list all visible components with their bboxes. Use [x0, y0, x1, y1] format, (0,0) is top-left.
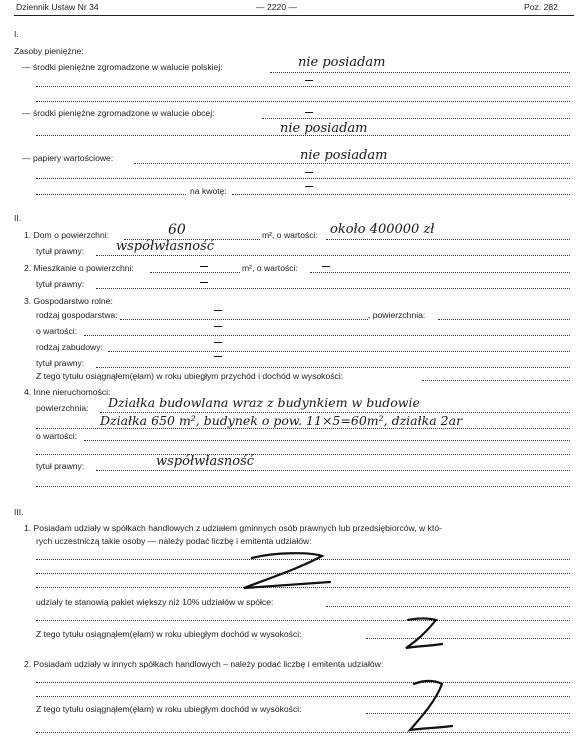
shares-question-1-line-1: 1. Posiadam udziały w spółkach handlowych z udziałem gminnych osób prawnych lub przedsiębiorców, w któ- [24, 523, 442, 533]
farm-building-line [108, 351, 570, 352]
section-1-heading: Zasoby pieniężne: [14, 46, 84, 56]
other-area-value-2: Działka 650 m², budynek o pow. 11×5=60m², działka 2ar [100, 413, 463, 428]
other-area-line-2 [36, 428, 570, 429]
dash-mark [214, 326, 222, 327]
dash-mark [322, 266, 330, 267]
other-title-line [96, 470, 570, 471]
dash-mark [214, 342, 222, 343]
flat-label: 2. Mieszkanie o powierzchni: [24, 263, 134, 273]
handwritten-z-mark [400, 674, 460, 738]
other-title-label: tytuł prawny: [36, 461, 85, 471]
page-number: — 2220 — [256, 2, 298, 12]
cash-foreign-line [262, 118, 570, 119]
position-number: Poz. 282 [524, 2, 558, 12]
cash-foreign-label: — środki pieniężne zgromadzone w walucie obcej: [22, 108, 215, 118]
other-value-line [84, 440, 570, 441]
farm-income-label: Z tego tytułu osiągnąłem(ęłam) w roku ubiegłym przychód i dochód w wysokości: [36, 371, 344, 381]
stake-label: udziały te stanowią pakiet większy niż 10% udziałów w spółce: [36, 597, 274, 607]
house-label: 1. Dom o powierzchni: [24, 230, 110, 240]
farm-value-label: o wartości: [36, 326, 78, 336]
shares-question-1-line-2: rych uczestniczą takie osoby — należy podać liczbę i emitenta udziałów: [36, 536, 312, 546]
cash-pln-value: nie posiadam [298, 55, 386, 70]
farm-title-label: tytuł prawny: [36, 358, 85, 368]
handwritten-z-mark [398, 612, 448, 654]
securities-label: — papiery wartościowe: [22, 153, 114, 163]
other-value-line-2 [36, 454, 570, 455]
securities-value: nie posiadam [300, 148, 388, 163]
house-area-value: 60 [168, 222, 186, 238]
other-title-value: współwłasność [156, 454, 255, 469]
section-2-numeral: II. [14, 213, 22, 223]
house-value-line [326, 239, 570, 240]
securities-line-3 [36, 194, 186, 195]
shares-1-income-label: Z tego tytułu osiągnąłem(ęłam) w roku ubiegłym dochód w wysokości: [36, 629, 302, 639]
cash-pln-label: — środki pieniężne zgromadzone w walucie polskiej: [22, 62, 223, 72]
cash-pln-line [270, 72, 570, 73]
farm-label: 3. Gospodarstwo rolne: [24, 296, 113, 306]
farm-value-line [84, 335, 570, 336]
house-value-label: m², o wartości: [262, 230, 318, 240]
house-title-value: współwłasność [116, 239, 215, 254]
stake-line [326, 606, 570, 607]
amount-line [232, 194, 570, 195]
journal-name: Dziennik Ustaw Nr 34 [16, 2, 99, 12]
dash-mark [200, 266, 208, 267]
farm-type-line [120, 319, 368, 320]
dash-mark [214, 356, 222, 357]
house-value: około 400000 zł [330, 222, 435, 237]
header-rule [14, 15, 574, 16]
section-1-numeral: I. [14, 29, 19, 39]
house-title-label: tytuł prawny: [36, 246, 85, 256]
stake-line-2 [36, 620, 570, 621]
farm-area-line [438, 319, 570, 320]
other-area-label: powierzchnia: [36, 403, 89, 413]
cash-pln-line-3 [36, 101, 570, 102]
cash-foreign-value: nie posiadam [280, 121, 368, 136]
shares-2-line-2 [36, 696, 570, 697]
shares-2-income-label: Z tego tytułu osiągnąłem(ęłam) w roku ubiegłym dochód w wysokości: [36, 704, 302, 714]
flat-title-label: tytuł prawny: [36, 279, 85, 289]
dash-mark [305, 172, 313, 173]
farm-income-line [422, 380, 570, 381]
flat-area-line [150, 272, 240, 273]
other-property-label: 4. Inne nieruchomości: [24, 387, 111, 397]
other-value-label: o wartości: [36, 431, 78, 441]
other-area-value: Działka budowlana wraz z budynkiem w budowie [108, 395, 420, 410]
amount-label: na kwotę: [190, 186, 227, 196]
dash-mark [305, 80, 313, 81]
farm-area-label: , powierzchnia: [368, 310, 426, 320]
securities-line [134, 163, 570, 164]
farm-title-line [96, 367, 570, 368]
shares-2-income-line [366, 713, 570, 714]
farm-building-label: rodzaj zabudowy: [36, 342, 103, 352]
section-3-numeral: III. [14, 507, 24, 517]
other-title-line-2 [36, 486, 570, 487]
shares-2-line-3 [36, 732, 570, 733]
cash-pln-line-2 [36, 86, 570, 87]
shares-2-line-1 [36, 682, 570, 683]
cash-foreign-line-2 [36, 135, 570, 136]
handwritten-z-mark [230, 548, 340, 598]
dash-mark [305, 112, 313, 113]
dash-mark [200, 282, 208, 283]
securities-line-2 [36, 178, 570, 179]
flat-title-line [96, 288, 570, 289]
dash-mark [214, 310, 222, 311]
house-title-line [96, 255, 570, 256]
farm-type-label: rodzaj gospodarstwa: [36, 310, 118, 320]
flat-value-line [310, 272, 570, 273]
shares-question-2: 2. Posiadam udziały w innych spółkach handlowych – należy podać liczbę i emitenta udziałów: [24, 659, 384, 669]
dash-mark [305, 186, 313, 187]
shares-1-income-line [366, 638, 570, 639]
flat-value-label: m², o wartości: [242, 263, 298, 273]
